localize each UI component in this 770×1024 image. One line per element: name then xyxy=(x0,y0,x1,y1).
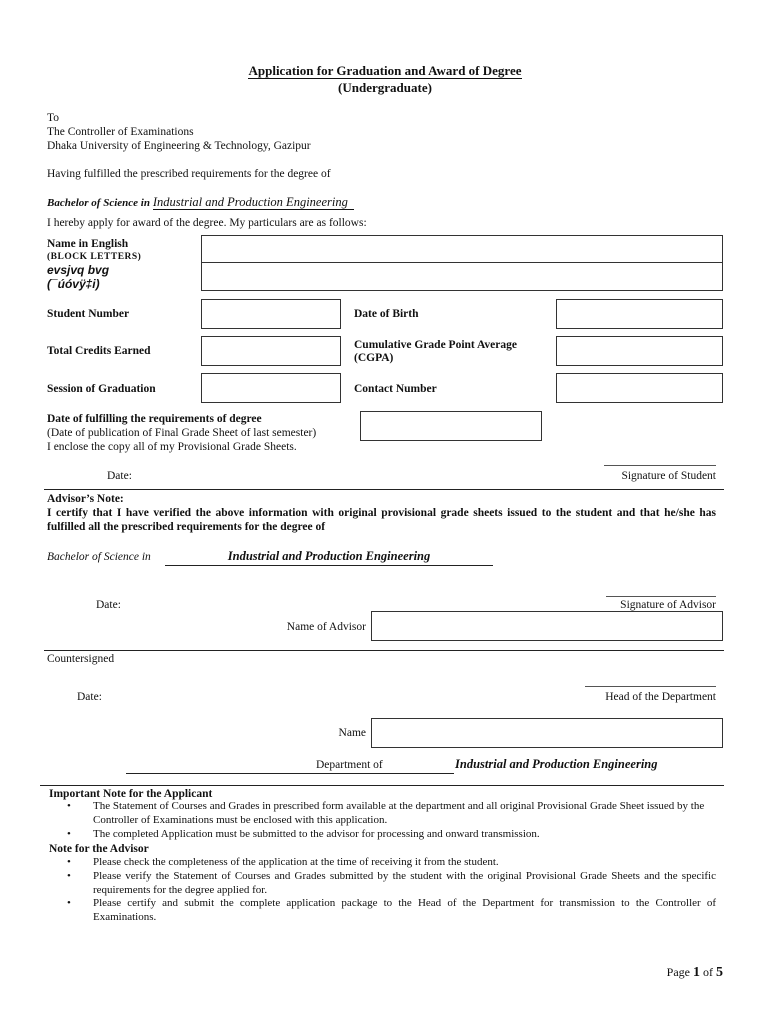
cgpa-label-sub: (CGPA) xyxy=(354,352,394,364)
total-credits-label: Total Credits Earned xyxy=(47,345,151,357)
advisor-certify-text: I certify that I have verified the above information with original provisional grade sheets issued to the student and that he/she has fulfilled all the prescribed requirements for the degree of xyxy=(47,507,716,533)
head-name-label: Name xyxy=(338,727,366,739)
address-recipient: The Controller of Examinations xyxy=(47,126,194,138)
advisor-note-title: Advisor’s Note: xyxy=(47,493,124,505)
cgpa-input[interactable] xyxy=(556,336,723,366)
apply-text: I hereby apply for award of the degree. My particulars are as follows: xyxy=(47,217,367,229)
block-letters-label: (BLOCK LETTERS) xyxy=(47,252,142,262)
student-date-label: Date: xyxy=(107,470,132,482)
degree-program: Industrial and Production Engineering xyxy=(153,195,354,210)
advisor-note-for-title: Note for the Advisor xyxy=(49,843,149,855)
advisor-degree-underline xyxy=(165,565,493,566)
name-english-input[interactable] xyxy=(201,235,723,263)
having-fulfilled-text: Having fulfilled the prescribed requirements for the degree of xyxy=(47,168,331,180)
advisor-note-item: • Please verify the Statement of Courses and Grades submitted by the student with the original Provisional Grade Sheets and the specific requirements for the degree applied for. xyxy=(47,870,716,898)
page-subtitle: (Undergraduate) xyxy=(338,80,432,95)
advisor-degree-prefix: Bachelor of Science in xyxy=(47,551,151,563)
page-title: Application for Graduation and Award of Degree xyxy=(248,63,522,78)
head-date-label: Date: xyxy=(77,691,102,703)
name-english-label: Name in English xyxy=(47,238,129,250)
applicant-note-item: • The Statement of Courses and Grades in prescribed form available at the department and all original Provisional Grade Sheet issued by the Controller of Examinations must be enclosed with this application. xyxy=(47,800,716,828)
degree-prefix: Bachelor of Science in xyxy=(47,197,150,209)
student-signature-label: Signature of Student xyxy=(621,470,716,482)
advisor-degree-program: Industrial and Production Engineering xyxy=(227,549,431,563)
advisor-note-list xyxy=(47,856,716,925)
applicant-note-list xyxy=(47,800,716,841)
countersigned-label: Countersigned xyxy=(47,653,115,665)
fulfil-date-label: Date of fulfilling the requirements of degree xyxy=(47,413,262,425)
name-bangla-label-sub: (¯úóvÿ‡i) xyxy=(47,277,100,291)
applicant-note-title: Important Note for the Applicant xyxy=(49,788,213,800)
advisor-date-label: Date: xyxy=(96,599,121,611)
session-label: Session of Graduation xyxy=(47,383,156,395)
student-number-input[interactable] xyxy=(201,299,341,329)
total-credits-input[interactable] xyxy=(201,336,341,366)
address-to: To xyxy=(47,112,59,124)
student-number-label: Student Number xyxy=(47,308,130,320)
degree-line xyxy=(47,195,354,210)
contact-number-input[interactable] xyxy=(556,373,723,403)
advisor-name-label: Name of Advisor xyxy=(286,621,366,633)
page-number: Page 1 of 5 xyxy=(666,965,723,980)
name-bangla-label: evsjvq bvg xyxy=(47,263,110,277)
name-bangla-input[interactable] xyxy=(201,262,723,291)
department-label: Department of xyxy=(316,759,383,771)
head-signature-line xyxy=(585,686,716,687)
advisor-name-input[interactable] xyxy=(371,611,723,641)
address-university: Dhaka University of Engineering & Technology, Gazipur xyxy=(47,140,311,152)
contact-number-label: Contact Number xyxy=(354,383,437,395)
head-of-department-label: Head of the Department xyxy=(605,691,716,703)
date-of-birth-label: Date of Birth xyxy=(354,308,419,320)
advisor-note-item: • Please certify and submit the complete application package to the Head of the Department for transmission to the Controller of Examinations. xyxy=(47,897,716,925)
notes-divider xyxy=(40,785,724,786)
cgpa-label: Cumulative Grade Point Average xyxy=(354,339,517,351)
fulfil-date-note: (Date of publication of Final Grade Sheet of last semester) xyxy=(47,427,317,439)
session-input[interactable] xyxy=(201,373,341,403)
department-value: Industrial and Production Engineering xyxy=(455,757,658,771)
advisor-note-item: • Please check the completeness of the application at the time of receiving it from the student. xyxy=(47,856,716,870)
enclose-text: I enclose the copy all of my Provisional Grade Sheets. xyxy=(47,441,297,453)
advisor-signature-label: Signature of Advisor xyxy=(620,599,716,611)
date-of-birth-input[interactable] xyxy=(556,299,723,329)
student-signature-line xyxy=(604,465,716,466)
section-divider xyxy=(44,489,724,490)
department-underline xyxy=(126,773,454,774)
applicant-note-item: • The completed Application must be submitted to the advisor for processing and onward transmission. xyxy=(47,828,716,842)
fulfil-date-input[interactable] xyxy=(360,411,542,441)
section-divider-2 xyxy=(44,650,724,651)
head-name-input[interactable] xyxy=(371,718,723,748)
advisor-signature-line xyxy=(606,596,716,597)
